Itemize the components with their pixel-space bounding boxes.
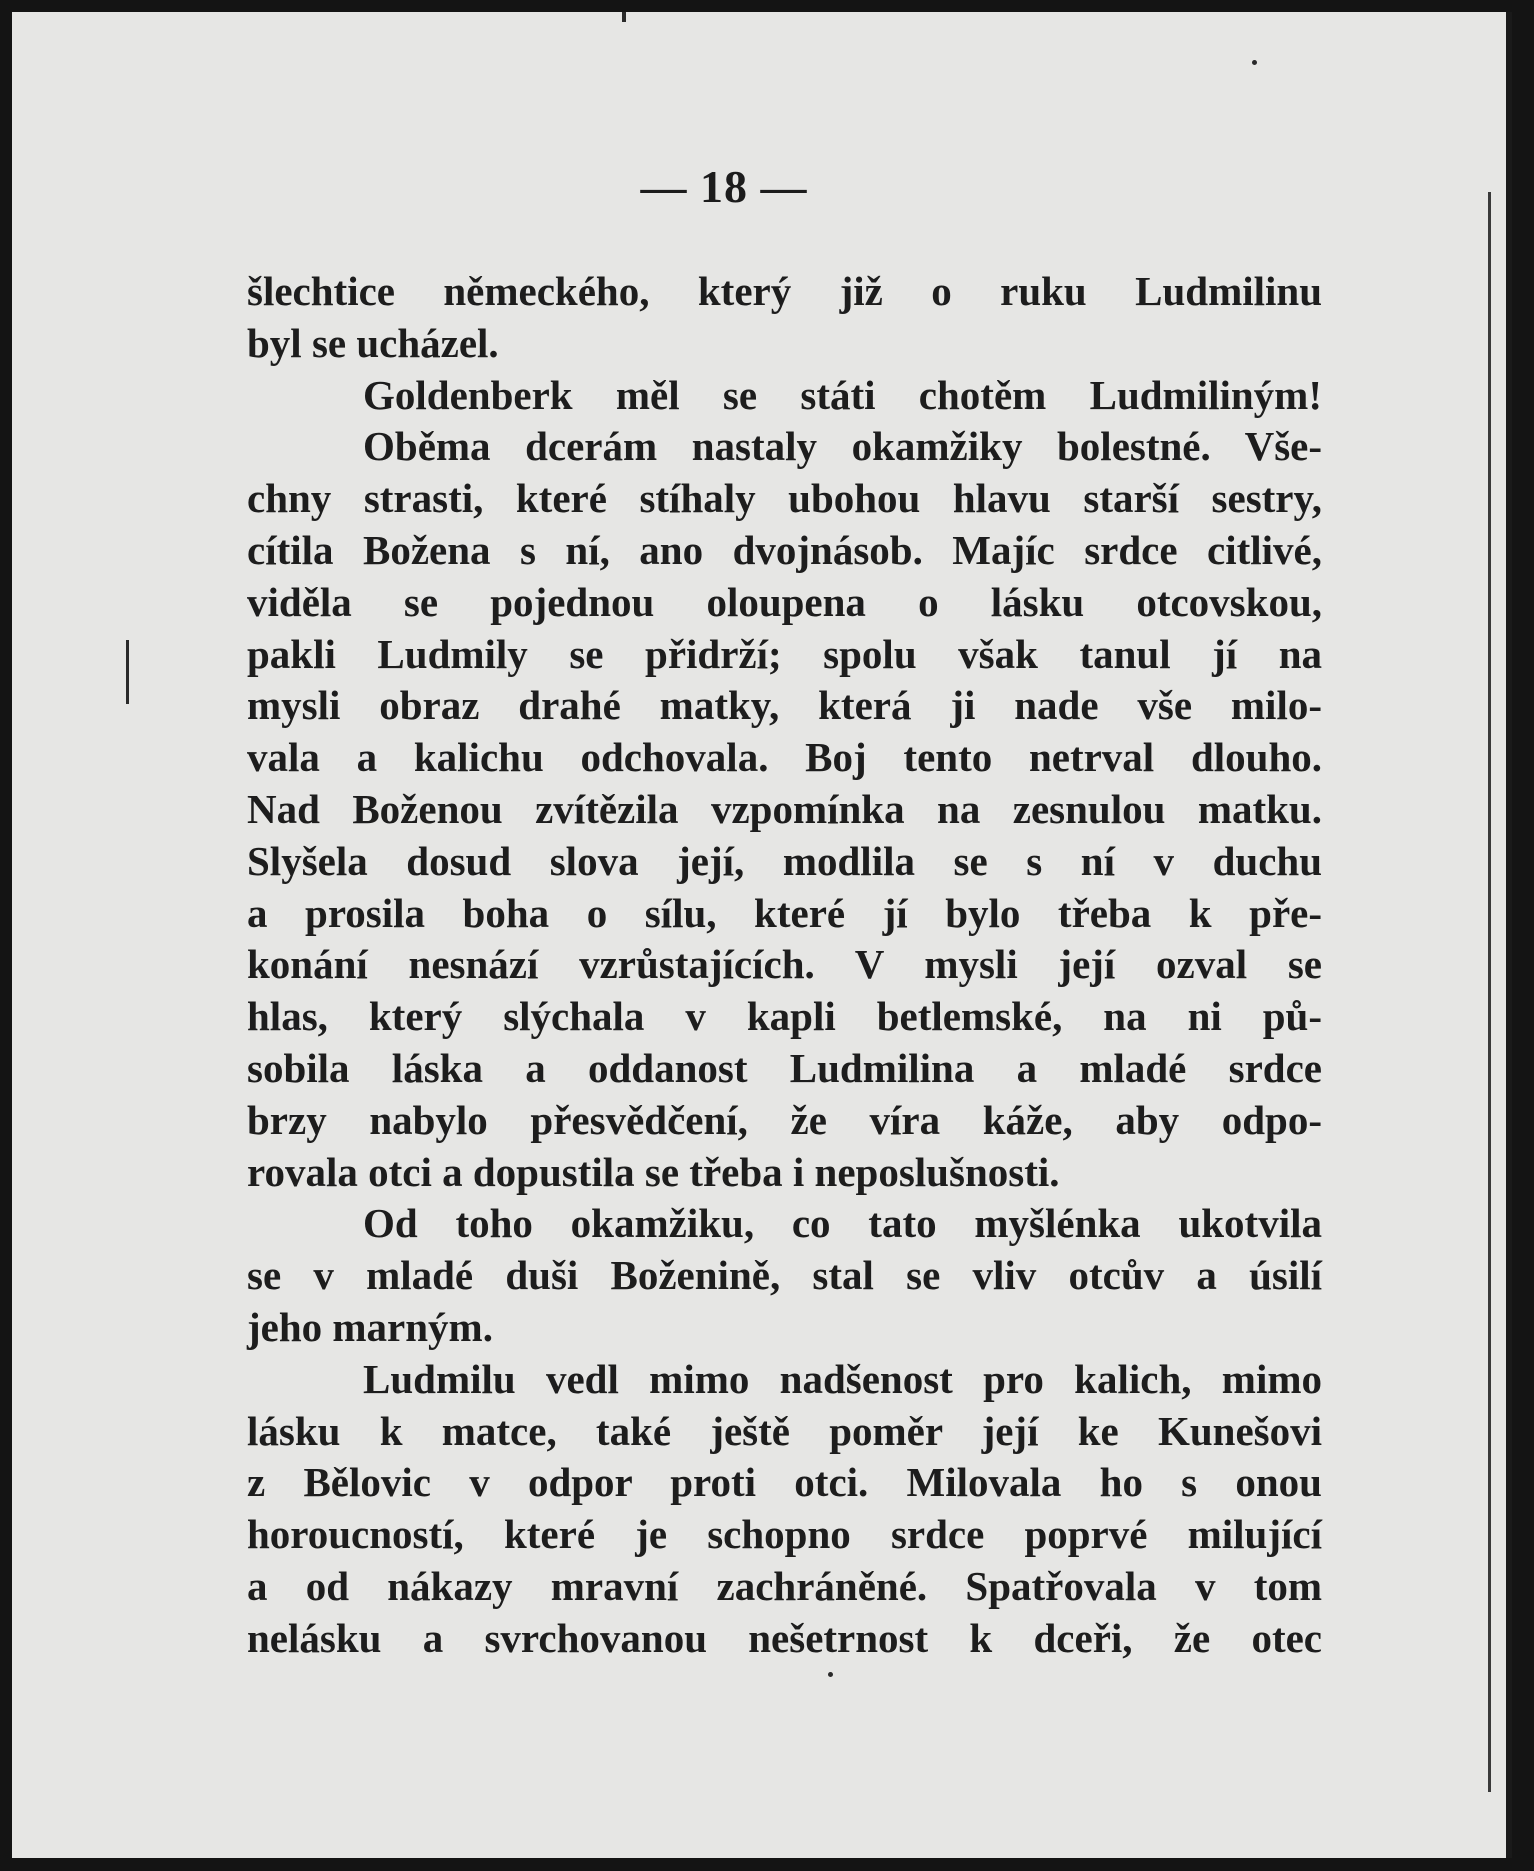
text-line: chny strasti, které stíhaly ubohou hlavu starší sestry, — [247, 475, 1322, 522]
scan-artifact-dot — [1252, 60, 1257, 65]
text-line: pakli Ludmily se přidrží; spolu však tanul jí na — [247, 630, 1322, 677]
scanned-book-page — [12, 12, 1512, 1858]
text-line: sobila láska a oddanost Ludmilina a mladé srdce — [247, 1044, 1322, 1091]
text-line: Slyšela dosud slova její, modlila se s ní v duchu — [247, 837, 1322, 884]
scan-artifact-right-edge-line — [1488, 192, 1491, 1792]
text-line: vala a kalichu odchovala. Boj tento netrval dlouho. — [247, 734, 1322, 781]
text-line: mysli obraz drahé matky, která ji nade vše milo- — [247, 682, 1322, 729]
text-line: nelásku a svrchovanou nešetrnost k dceři, že otec — [247, 1614, 1322, 1661]
text-line: šlechtice německého, který již o ruku Ludmilinu — [247, 268, 1322, 314]
text-line: rovala otci a dopustila se třeba i neposlušnosti. — [247, 1148, 1060, 1195]
text-line: konání nesnází vzrůstajících. V mysli její ozval se — [247, 941, 1322, 988]
scan-artifact-top-tick — [622, 12, 626, 22]
text-line: viděla se pojednou oloupena o lásku otcovskou, — [247, 578, 1322, 625]
text-line: lásku k matce, také ještě poměr její ke Kunešovi — [247, 1407, 1322, 1454]
text-line: Od toho okamžiku, co tato myšlénka ukotvila — [363, 1200, 1322, 1247]
text-line: cítila Božena s ní, ano dvojnásob. Majíc srdce citlivé, — [247, 526, 1322, 573]
body-text — [247, 266, 1322, 1665]
text-line: z Bělovic v odpor proti otci. Milovala ho s onou — [247, 1459, 1322, 1506]
scan-artifact-left-line — [126, 640, 129, 704]
text-line: jeho marným. — [247, 1303, 493, 1350]
text-line: Nad Boženou zvítězila vzpomínka na zesnulou matku. — [247, 785, 1322, 832]
text-line: horoucností, které je schopno srdce poprvé milující — [247, 1511, 1322, 1558]
page-number: — 18 — — [640, 161, 808, 212]
text-line: hlas, který slýchala v kapli betlemské, na ni pů- — [247, 993, 1322, 1040]
text-line: Ludmilu vedl mimo nadšenost pro kalich, mimo — [363, 1355, 1322, 1402]
text-line: a od nákazy mravní zachráněné. Spatřovala v tom — [247, 1562, 1322, 1609]
text-line: brzy nabylo přesvědčení, že víra káže, aby odpo- — [247, 1096, 1322, 1143]
text-line: Oběma dcerám nastaly okamžiky bolestné. Vše- — [363, 423, 1322, 470]
text-line: Goldenberk měl se státi chotěm Ludmiliným! — [363, 371, 1322, 418]
text-line: byl se ucházel. — [247, 319, 499, 366]
text-line: se v mladé duši Boženině, stal se vliv otcův a úsilí — [247, 1252, 1322, 1299]
scan-artifact-dot-bottom — [828, 1672, 833, 1677]
text-line: a prosila boha o sílu, které jí bylo třeba k pře- — [247, 889, 1322, 936]
